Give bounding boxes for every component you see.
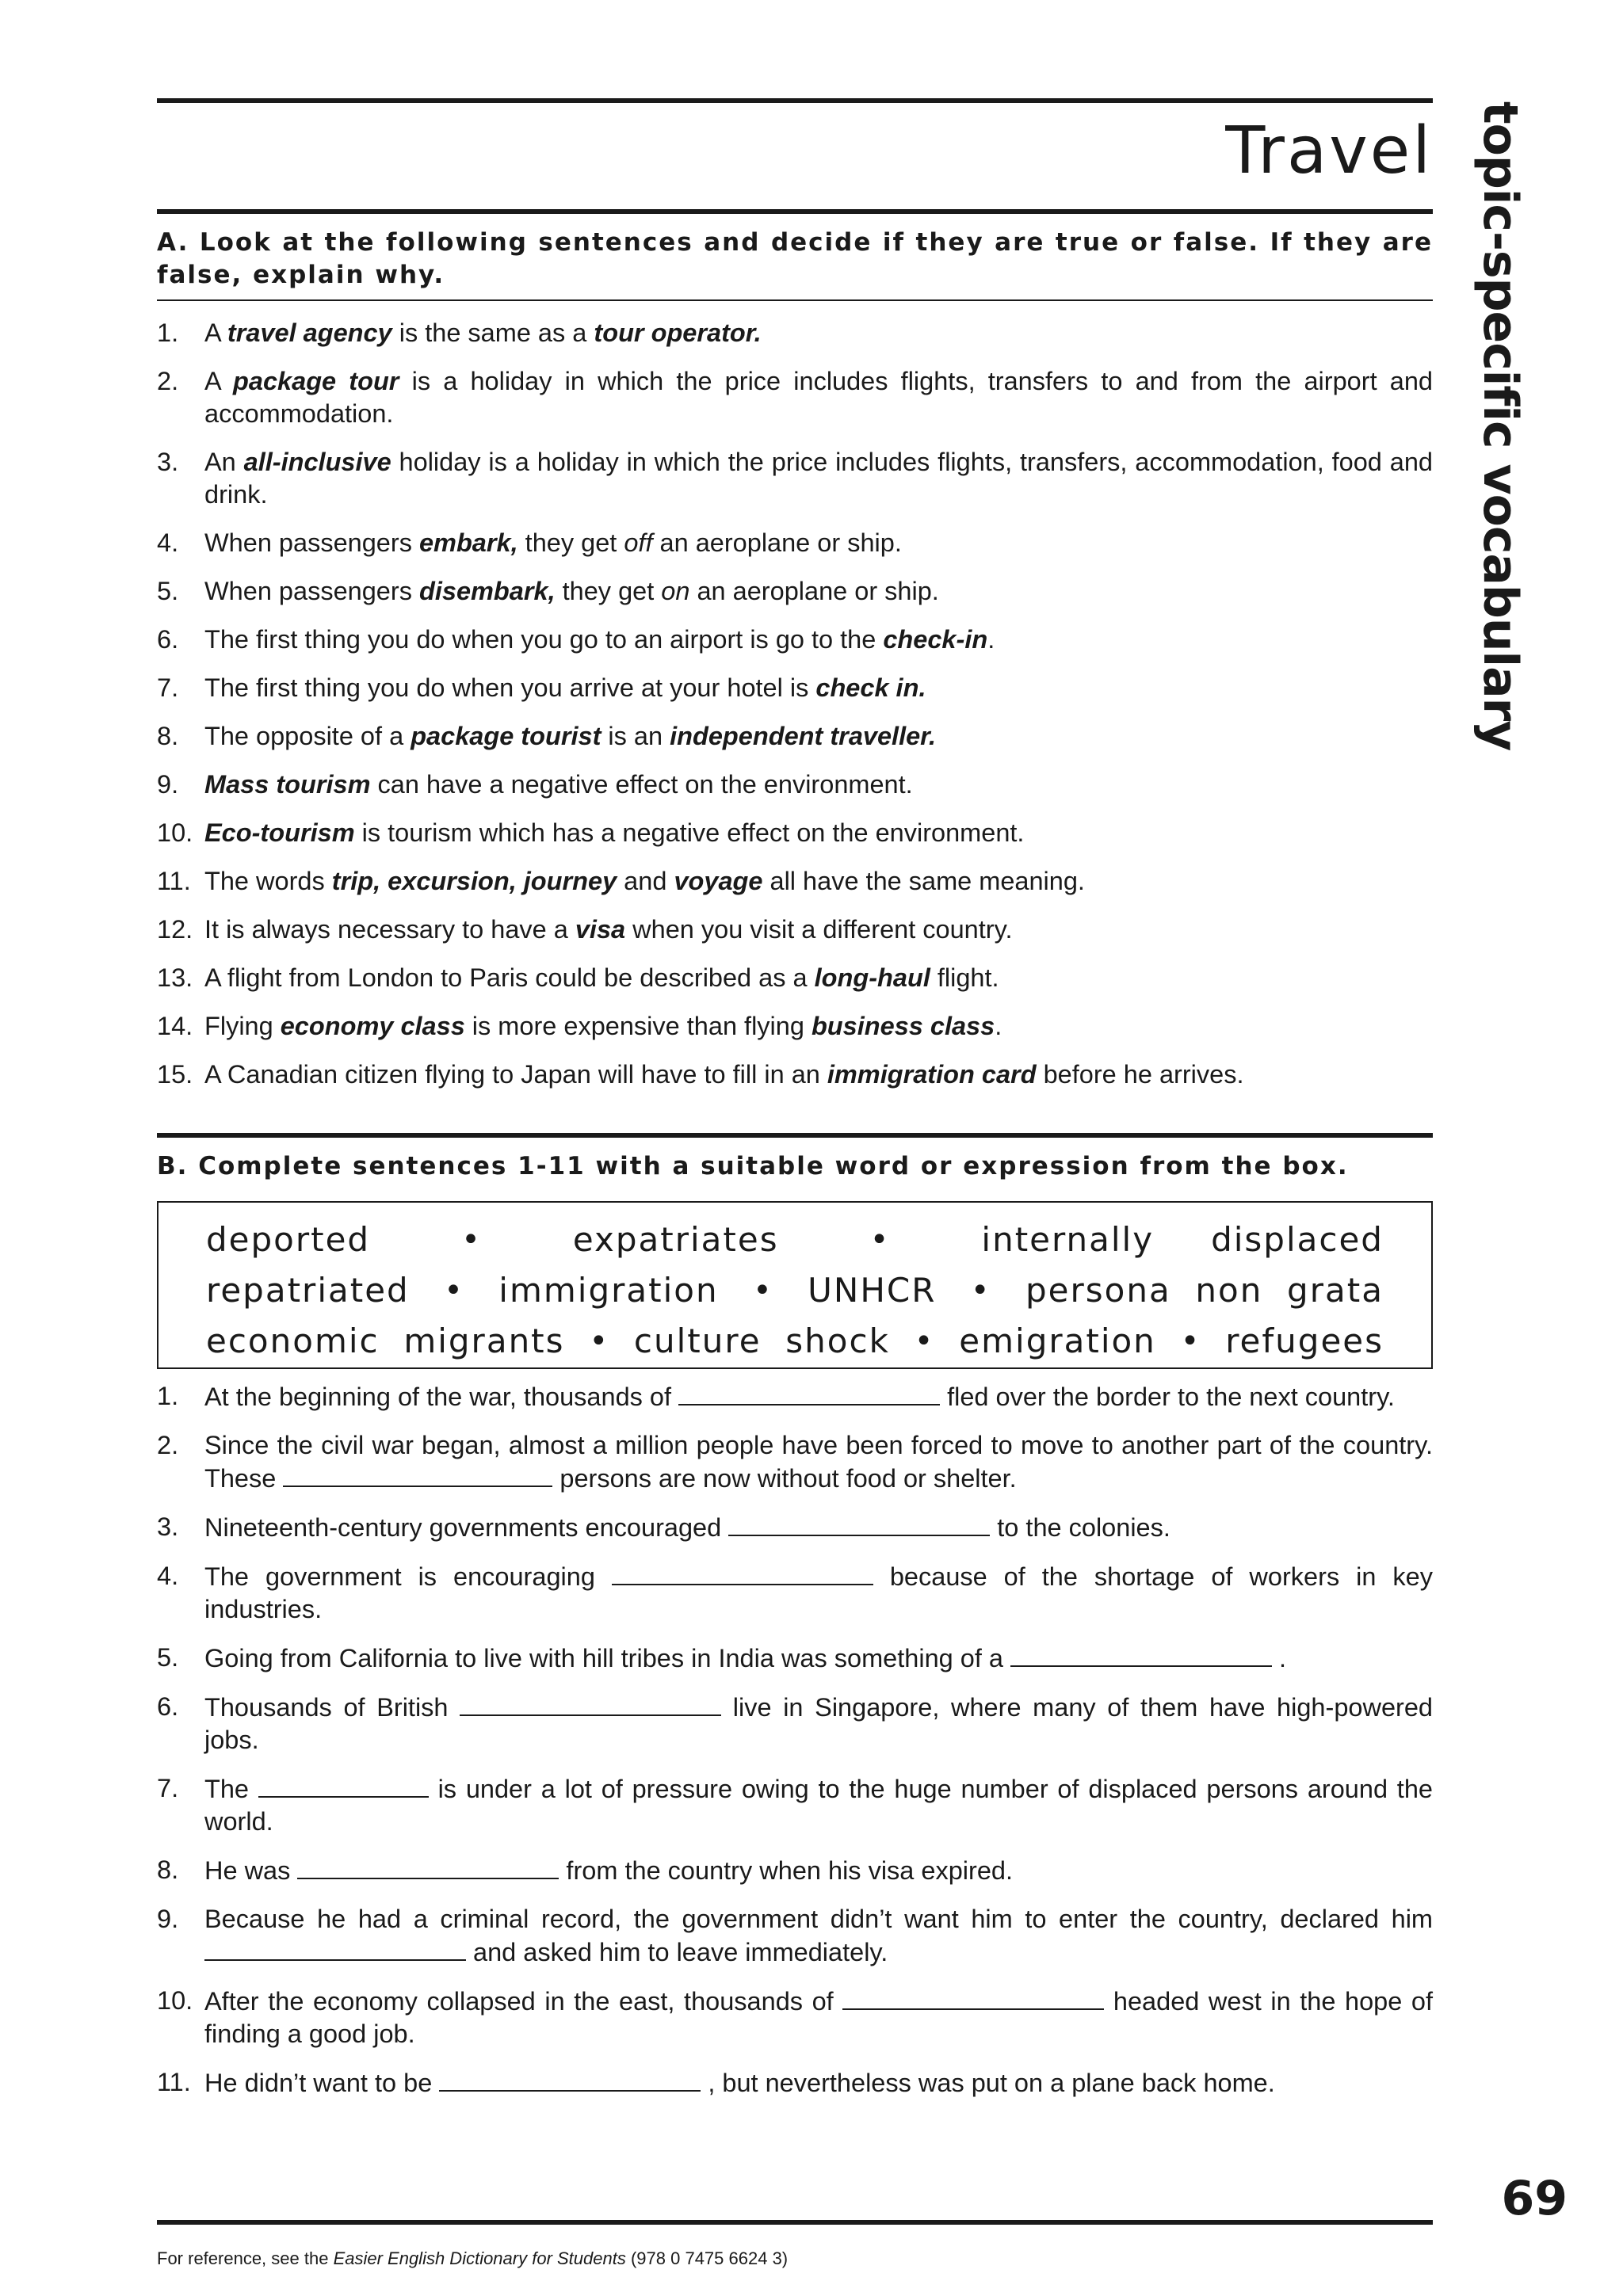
answer-blank[interactable] [1010, 1642, 1272, 1667]
list-item: 7. The first thing you do when you arrive at your hotel is check in. [157, 673, 926, 702]
list-item: 4. The government is encouraging because of the shortage of workers in key industries. [157, 1562, 1433, 1623]
footer-rule [157, 2220, 1433, 2225]
list-item: 15. A Canadian citizen flying to Japan will have to fill in an immigration card before he arrives. [157, 1060, 1244, 1089]
word-box [157, 1201, 1433, 1369]
list-item: 11. The words trip, excursion, journey and voyage all have the same meaning. [157, 867, 1085, 895]
list-item: 10. After the economy collapsed in the east, thousands of headed west in the hope of finding a good job. [157, 1986, 1433, 2048]
section-b-instruction: B. Complete sentences 1-11 with a suitable word or expression from the box. [157, 1152, 1349, 1180]
top-rule [157, 98, 1433, 103]
list-item: 1. A travel agency is the same as a tour operator. [157, 318, 762, 347]
list-item: 2. Since the civil war began, almost a million people have been forced to move to another part of the country. These persons are now without food or shelter. [157, 1431, 1433, 1493]
word-box-row: repatriated • immigration • UNHCR • persona non grata [206, 1271, 1384, 1310]
answer-blank[interactable] [728, 1511, 990, 1536]
answer-blank[interactable] [204, 1936, 466, 1961]
word-box-row: deported • expatriates • internally displaced [206, 1220, 1384, 1259]
list-item: 4. When passengers embark, they get off an aeroplane or ship. [157, 528, 902, 557]
list-item: 14. Flying economy class is more expensive than flying business class. [157, 1012, 1002, 1040]
list-item: 3. An all-inclusive holiday is a holiday in which the price includes flights, transfers, accommodation, food and drink. [157, 448, 1433, 509]
list-item: 1. At the beginning of the war, thousands of fled over the border to the next country. [157, 1382, 1395, 1411]
answer-blank[interactable] [678, 1380, 940, 1405]
list-item: 6. The first thing you do when you go to an airport is go to the check-in. [157, 625, 995, 654]
page-title: Travel [1225, 113, 1433, 189]
answer-blank[interactable] [297, 1854, 559, 1879]
list-item: 8. He was from the country when his visa expired. [157, 1855, 1014, 1885]
list-item: 5. Going from California to live with hill tribes in India was something of a . [157, 1643, 1287, 1672]
list-item: 8. The opposite of a package tourist is an independent traveller. [157, 722, 937, 750]
list-item: 13. A flight from London to Paris could be described as a long-haul flight. [157, 963, 999, 992]
section-b-rule [157, 1133, 1433, 1138]
answer-blank[interactable] [842, 1985, 1104, 2010]
list-item: 5. When passengers disembark, they get on an aeroplane or ship. [157, 577, 939, 605]
list-item: 9. Because he had a criminal record, the government didn’t want him to enter the country, declared him and asked him to leave immediately. [157, 1905, 1433, 1966]
section-a-rule [157, 299, 1433, 301]
list-item: 10. Eco-tourism is tourism which has a negative effect on the environment. [157, 818, 1025, 847]
list-item: 7. The is under a lot of pressure owing to the huge number of displaced persons around the world. [157, 1774, 1433, 1836]
footer-reference: For reference, see the Easier English Dictionary for Students (978 0 7475 6624 3) [157, 2248, 789, 2268]
page-number: 69 [1501, 2171, 1568, 2226]
list-item: 2. A package tour is a holiday in which the price includes flights, transfers to and from the airport and accommodation. [157, 367, 1433, 428]
word-box-row: economic migrants • culture shock • emigration • refugees [206, 1322, 1384, 1360]
answer-blank[interactable] [258, 1772, 429, 1798]
list-item: 6. Thousands of British live in Singapore, where many of them have high-powered jobs. [157, 1692, 1433, 1754]
title-rule [157, 209, 1433, 214]
answer-blank[interactable] [612, 1560, 873, 1585]
answer-blank[interactable] [283, 1462, 552, 1487]
list-item: 11. He didn’t want to be , but nevertheless was put on a plane back home. [157, 2068, 1275, 2097]
answer-blank[interactable] [460, 1691, 721, 1716]
list-item: 9. Mass tourism can have a negative effect on the environment. [157, 770, 913, 799]
section-a-list [157, 317, 1433, 1107]
list-item: 12. It is always necessary to have a visa when you visit a different country. [157, 915, 1013, 944]
sidebar-heading: topic-specific vocabulary [1472, 101, 1528, 751]
answer-blank[interactable] [439, 2066, 701, 2092]
section-b-list [157, 1380, 1433, 2115]
section-a-instruction: A. Look at the following sentences and decide if they are true or false. If they are false, explain why. [157, 228, 1433, 289]
list-item: 3. Nineteenth-century governments encouraged to the colonies. [157, 1512, 1170, 1542]
